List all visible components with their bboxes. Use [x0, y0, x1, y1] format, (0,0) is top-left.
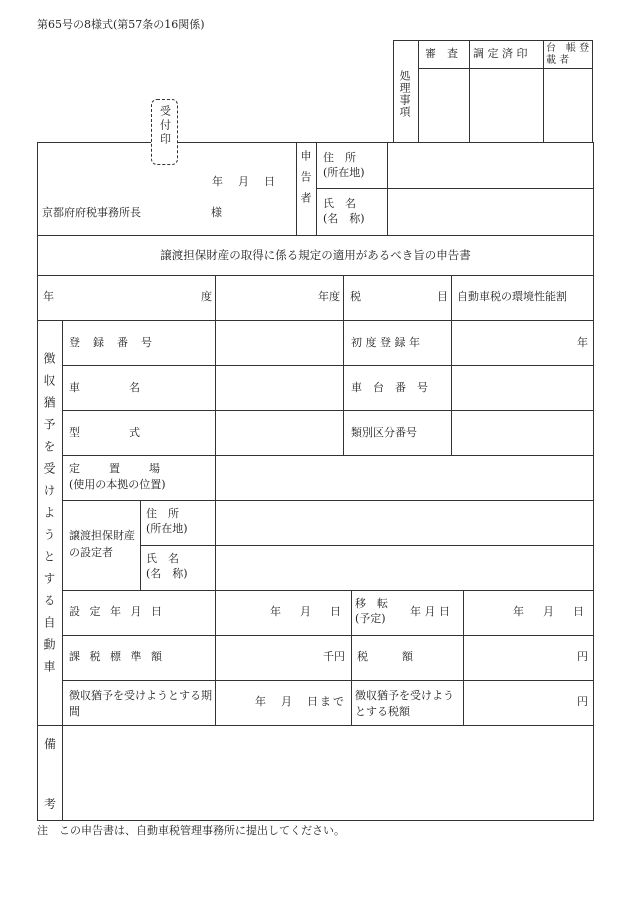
registration-number-field[interactable] [216, 321, 343, 365]
remarks-label-top: 備 [44, 737, 57, 751]
settlor-address-field[interactable] [216, 501, 593, 545]
processing-label: 処理事項 [398, 70, 411, 118]
transfer-date-field[interactable]: 年 月 日 [513, 605, 588, 618]
settlor-name-label: 氏 名 [146, 552, 179, 565]
remarks-label-bottom: 考 [44, 797, 57, 811]
processing-box [393, 40, 593, 142]
settlor-name-field[interactable] [216, 546, 593, 590]
first-registration-label: 初 度 登 録 年 [351, 336, 420, 349]
tax-item-value: 自動車税の環境性能割 [457, 290, 567, 303]
check-header: 調 定 済 印 [473, 47, 528, 60]
tax-amount-field[interactable] [464, 636, 593, 680]
filer-address-field[interactable] [388, 143, 593, 188]
footer-note: 注 この申告書は、自動車税管理事務所に提出してください。 [37, 824, 345, 837]
tax-item-label-b: 目 [437, 290, 448, 303]
settlor-address-sub: (所在地) [146, 522, 188, 535]
setup-date-field[interactable]: 年 月 日 [270, 605, 345, 618]
tax-base-label: 課 税 標 準 額 [69, 650, 165, 663]
fiscal-year-field[interactable]: 年度 [318, 290, 340, 303]
year-label: 年 [43, 290, 54, 303]
settlor-address-label: 住 所 [146, 507, 179, 520]
form-number: 第65号の8様式(第57条の16関係) [37, 18, 205, 31]
storage-place-sub: (使用の本拠の位置) [69, 478, 166, 491]
addressee: 京都府府税事務所長 [42, 206, 141, 219]
settlor-label: 譲渡担保財産の設定者 [69, 529, 135, 559]
deferral-amount-unit: 円 [577, 695, 588, 708]
deferral-amount-field[interactable] [464, 681, 593, 725]
tax-item-label-a: 税 [350, 290, 361, 303]
chassis-number-label: 車 台 番 号 [351, 381, 428, 394]
transfer-label: 移 転 [355, 597, 388, 610]
tax-base-field[interactable] [216, 636, 351, 680]
category-number-field[interactable] [452, 411, 593, 455]
model-label: 型 式 [69, 426, 144, 439]
addressee-honorific: 様 [211, 206, 222, 219]
reception-stamp-label: 受付印 [158, 105, 172, 147]
storage-place-label: 定 置 場 [69, 462, 169, 475]
filer-address-sub: (所在地) [323, 166, 365, 179]
setup-date-label: 設 定 年 月 日 [69, 605, 165, 618]
storage-place-field[interactable] [216, 456, 593, 500]
settlor-name-sub: (名 称) [146, 567, 188, 580]
chassis-number-field[interactable] [452, 366, 593, 410]
filer-name-field[interactable] [388, 189, 593, 235]
vehicle-name-field[interactable] [216, 366, 343, 410]
fiscal-label: 度 [201, 290, 212, 303]
transfer-suffix: 年 月 日 [410, 605, 450, 618]
filer-name-sub: (名 称) [323, 212, 365, 225]
category-number-label: 類別区分番号 [351, 426, 417, 439]
vehicle-name-label: 車 名 [69, 381, 144, 394]
review-header: 審 査 [425, 47, 458, 60]
document-title: 譲渡担保財産の取得に係る規定の適用があるべき旨の申告書 [160, 248, 471, 262]
first-registration-unit: 年 [577, 336, 588, 349]
first-registration-field[interactable] [452, 321, 593, 365]
filer-label: 申告者 [299, 150, 312, 213]
tax-base-unit: 千円 [323, 650, 345, 663]
register-header: 台 帳 登 載 者 [546, 43, 590, 66]
model-field[interactable] [216, 411, 343, 455]
reception-stamp [151, 99, 178, 165]
deferral-period-field[interactable]: 年 月 日まで [255, 695, 346, 708]
tax-amount-unit: 円 [577, 650, 588, 663]
filer-name-label: 氏 名 [323, 197, 356, 210]
filer-address-label: 住 所 [323, 151, 356, 164]
remarks-field[interactable] [63, 726, 593, 820]
deferral-amount-label: 徴収猶予を受けようとする税額 [355, 689, 454, 718]
registration-number-label: 登 録 番 号 [69, 336, 153, 349]
deferral-period-label: 徴収猶予を受けようとする期間 [69, 689, 212, 718]
vehicle-section-label: 徴収猶予を受けようとする自動車 [42, 352, 56, 682]
tax-amount-label: 税 額 [357, 650, 417, 663]
filing-date[interactable]: 年 月 日 [212, 175, 277, 188]
transfer-sub: (予定) [355, 612, 386, 625]
